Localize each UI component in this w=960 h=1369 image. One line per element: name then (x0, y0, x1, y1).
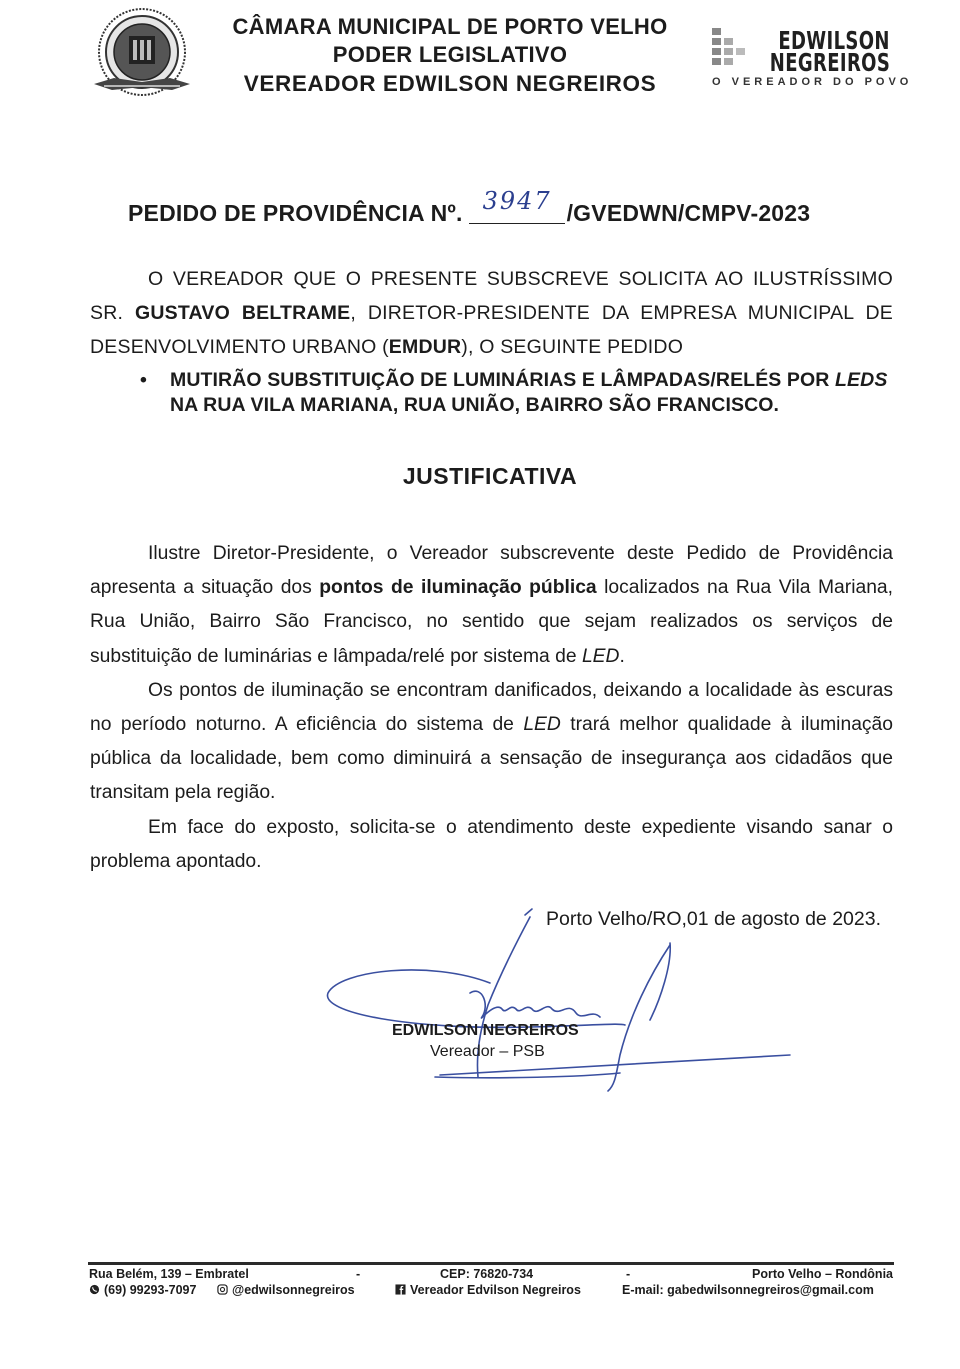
request-text: O VEREADOR QUE O PRESENTE SUBSCREVE SOLICITA AO ILUSTRÍSSIMO SR. (90, 268, 893, 324)
footer-separator: - (626, 1267, 631, 1281)
bullet-icon: • (140, 369, 147, 391)
justification-paragraph-2 (90, 674, 893, 811)
justification-heading: JUSTIFICATIVA (402, 463, 578, 489)
footer-separator: - (356, 1267, 361, 1281)
title-suffix: /GVEDWN/CMPV-2023 (566, 200, 811, 226)
handwritten-signature (320, 905, 800, 1105)
header-branch: PODER LEGISLATIVO (332, 42, 568, 67)
document-title (128, 187, 811, 227)
logo-blocks-icon (710, 28, 750, 68)
signer-role: Vereador – PSB (430, 1043, 545, 1060)
whatsapp-icon (89, 1284, 100, 1295)
bullet-text (170, 368, 900, 418)
municipal-seal-icon (92, 6, 192, 102)
paragraph-text: localizados na Rua Vila Mariana, Rua União, Bairro São Francisco, no sentido que sejam realizados os serviços de substituição de luminárias e lâmpada/relé por sistema de (90, 577, 894, 667)
footer-instagram-text: @edwilsonnegreiros (232, 1283, 355, 1297)
footer-address: Rua Belém, 139 – Embratel (89, 1267, 249, 1281)
footer-city: Porto Velho – Rondônia (752, 1267, 893, 1281)
request-paragraph (90, 262, 893, 364)
footer-phone-text: (69) 99293-7097 (104, 1283, 197, 1297)
request-number-field (469, 187, 565, 224)
header-chamber: CÂMARA MUNICIPAL DE PORTO VELHO (232, 14, 668, 39)
logo-name-first: EDWILSON (778, 26, 890, 55)
footer-facebook (395, 1283, 581, 1297)
request-text: ), O SEGUINTE PEDIDO (461, 336, 684, 358)
bullet-text-italic: LEDS (835, 369, 888, 391)
title-prefix: PEDIDO DE PROVIDÊNCIA Nº. (128, 200, 463, 226)
paragraph-text: . (619, 645, 625, 667)
paragraph-text: Os pontos de iluminação se encontram danificados, deixando a localidade às escuras no período noturno. A eficiência do sistema de (90, 679, 893, 736)
footer-cep: CEP: 76820-734 (440, 1267, 534, 1281)
justification-paragraph-1 (90, 537, 893, 674)
facebook-icon (395, 1284, 406, 1295)
request-text: , DIRETOR-PRESIDENTE DA EMPRESA MUNICIPAL DE DESENVOLVIMENTO URBANO ( (90, 302, 893, 358)
instagram-icon (217, 1284, 228, 1295)
recipient-name: GUSTAVO BELTRAME (135, 302, 351, 324)
justification-paragraph-3: Em face do exposto, solicita-se o atendimento deste expediente visando sanar o problema apontado. (90, 816, 893, 872)
logo-tagline: O VEREADOR DO POVO (712, 76, 913, 88)
paragraph-text: trará melhor qualidade à iluminação pública da localidade, bem como diminuirá a sensação de insegurança aos cidadãos que transitam pela região. (90, 714, 894, 804)
header-councilor: VEREADOR EDWILSON NEGREIROS (243, 71, 657, 96)
agency-acronym: EMDUR (388, 336, 462, 358)
paragraph-italic: LED (581, 645, 620, 667)
signer-name: EDWILSON NEGREIROS (392, 1022, 579, 1039)
paragraph-bold: pontos de iluminação pública (319, 577, 597, 599)
logo-name-last: NEGREIROS (769, 48, 890, 77)
place-date: Porto Velho/RO,01 de agosto de 2023. (546, 908, 881, 930)
footer-facebook-text: Vereador Edvilson Negreiros (410, 1283, 581, 1297)
paragraph-text: Ilustre Diretor-Presidente, o Vereador subscrevente deste Pedido de Providência apresenta a situação dos (90, 543, 893, 599)
bullet-text-part: NA RUA VILA MARIANA, RUA UNIÃO, BAIRRO SÃO FRANCISCO. (170, 394, 780, 416)
footer-instagram (217, 1283, 355, 1297)
bullet-text-part: MUTIRÃO SUBSTITUIÇÃO DE LUMINÁRIAS E LÂMPADAS/RELÉS POR (170, 369, 836, 391)
footer-divider (88, 1262, 894, 1265)
justification-body (90, 537, 893, 879)
councilor-logo (710, 26, 913, 96)
request-number-handwritten: 3947 (482, 187, 552, 215)
footer-phone (89, 1283, 196, 1297)
paragraph-italic: LED (523, 714, 561, 736)
footer-email: E-mail: gabedwilsonnegreiros@gmail.com (622, 1283, 874, 1297)
